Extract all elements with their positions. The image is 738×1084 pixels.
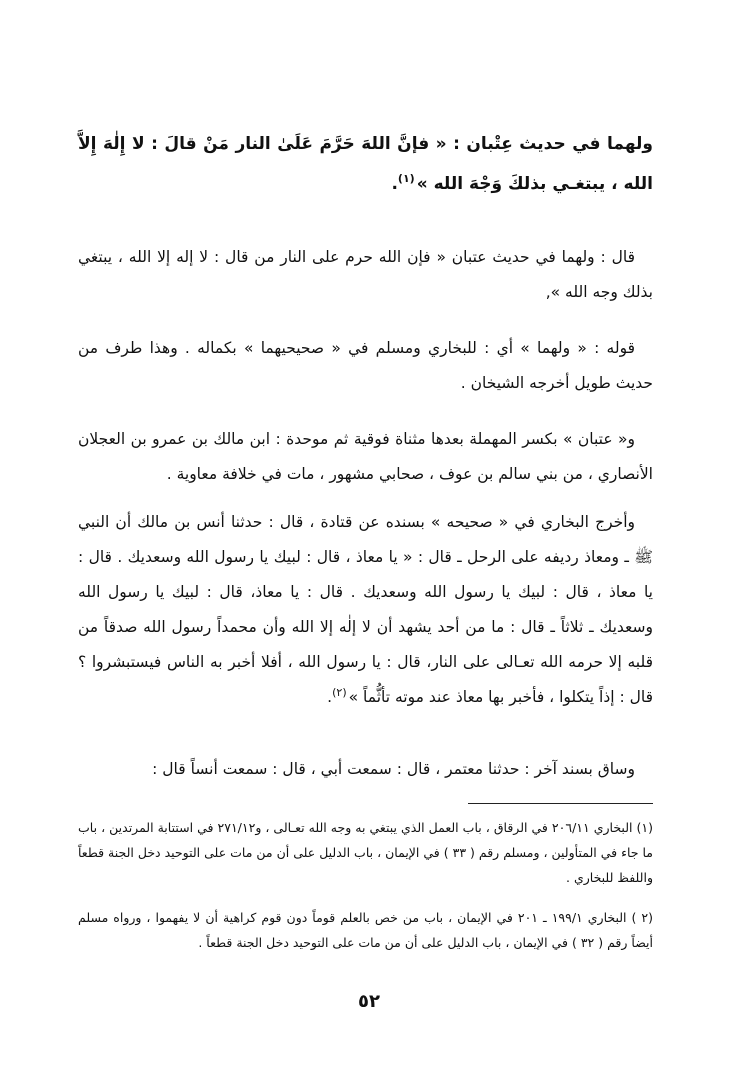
footnote-divider [468,803,653,804]
paragraph-4 [78,505,653,715]
footnote-marker-1: (١) [397,172,415,186]
paragraph-5: وساق بسند آخر : حدثنا معتمر ، قال : سمعت أبي ، قال : سمعت أنساً قال : [152,760,635,778]
paragraph-2: قوله : « ولهما » أي : للبخاري ومسلم في « صحيحيهما » بكماله . وهذا طرف من حديث طويل أخرجه الشيخان . [78,339,653,392]
footnote-2: (٢ ) البخاري ١٩٩/١ ـ ٢٠١ في الإيمان ، باب من خص بالعلم قوماً دون قوم كراهية أن لا يفهموا ، ورواه مسلم أيضاً رقم ( ٣٢ ) في الإيمان ، باب الدليل على أن من مات على التوحيد دخل الجنة قطعاً . [78,910,653,950]
paragraph-4-text: وأخرج البخاري في « صحيحه » بسنده عن قتادة ، قال : حدثنا أنس بن مالك أن النبي ﷺ ـ ومعاذ رديفه على الرحل ـ قال : « يا معاذ ، قال : لبيك يا رسول الله وسعديك . قال : يا معاذ ، قال : لبيك يا رسول الله وسعديك . قال : يا معاذ، قال : لبيك يا رسول الله وسعديك ـ ثلاثاً ـ قال : ما من أحد يشهد أن لا إلٰه إلا الله وأن محمداً رسول الله صدقاً من قلبه إلا حرمه الله تعـالى على النار، قال : يا رسول الله ، أفلا أخبر به الناس فيستبشروا ؟ قال : إذاً يتكلوا ، فأخبر بها معاذ عند موته تأثُّماً » [78,513,653,706]
paragraph-3: و« عتبان » بكسر المهملة بعدها مثناة فوقية ثم موحدة : ابن مالك بن عمرو بن العجلان الأنصاري ، من بني سالم بن عوف ، صحابي مشهور ، مات في خلافة معاوية . [78,430,653,483]
hadith-text: ولهما في حديث عِتْبان : « فإنَّ اللهَ حَرَّمَ عَلَىٰ النار مَنْ قالَ : لا إِلٰهَ إِلاَّ الله ، يبتغـي بذلكَ وَجْهَ الله » [78,134,653,194]
hadith-quote [78,124,653,204]
page-number: ٥٢ [358,991,380,1012]
hadith-period: . [391,174,398,194]
paragraph-4-period: . [327,688,333,706]
footnote-marker-2: (٢) [332,685,347,699]
footnote-1: (١) البخاري ٢٠٦/١١ في الرقاق ، باب العمل الذي يبتغي به وجه الله تعـالى ، و٢٧١/١٢ في استتابة المرتدين ، باب ما جاء في المتأولين ، ومسلم رقم ( ٣٣ ) في الإيمان ، باب الدليل على أن من مات على التوحيد دخل الجنة قطعاً واللفظ للبخاري . [78,820,653,885]
paragraph-1: قال : ولهما في حديث عتبان « فإن الله حرم على النار من قال : لا إله إلا الله ، يبتغي بذلك وجه الله », [78,248,653,301]
